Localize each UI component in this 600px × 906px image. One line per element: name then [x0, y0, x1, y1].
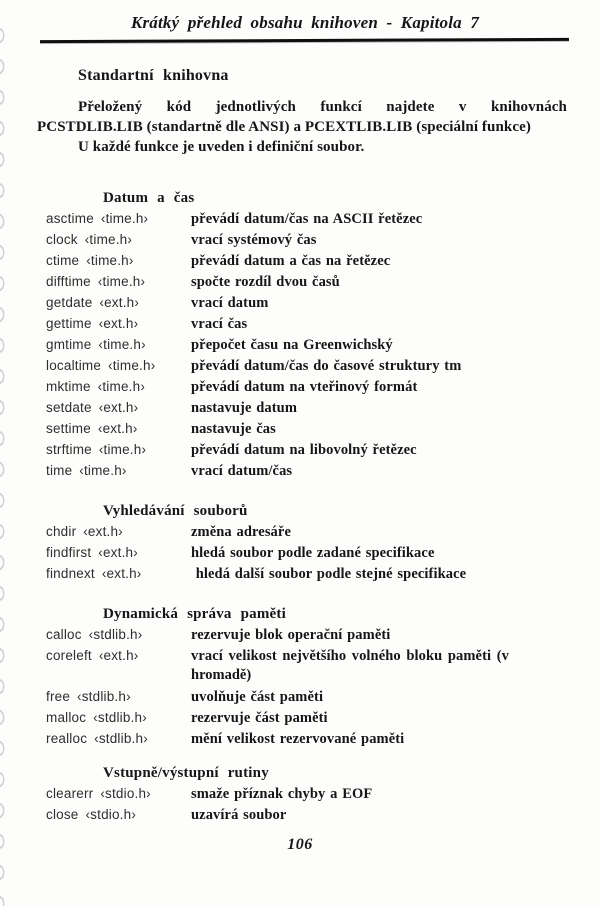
function-row: [46, 231, 567, 249]
function-description: uzavírá soubor: [191, 807, 287, 823]
function-name-column: [46, 378, 191, 396]
function-row: [46, 336, 567, 354]
function-section: [0, 502, 600, 583]
function-row: [46, 441, 567, 459]
function-name: gmtime: [46, 337, 96, 352]
function-name: findfirst: [46, 545, 96, 560]
function-name-column: [46, 315, 191, 333]
function-description: vrací velikost největšího volného bloku paměti (v: [191, 648, 509, 664]
function-row: [46, 626, 567, 644]
function-description-column: [191, 688, 567, 706]
function-description: převádí datum na vteřinový formát: [191, 379, 418, 395]
function-row: [46, 252, 567, 270]
function-name: time: [46, 463, 77, 478]
function-description-column: [191, 785, 567, 803]
function-name: gettime: [46, 316, 96, 331]
function-name-column: [46, 294, 191, 312]
function-row: [46, 273, 567, 291]
header-file: ‹ext.h›: [98, 648, 139, 663]
function-description-column: [191, 709, 567, 727]
section-heading: Dynamická správa paměti: [103, 606, 286, 622]
function-name: malloc: [46, 710, 91, 725]
function-name-column: [46, 544, 191, 562]
function-name-column: [46, 231, 191, 249]
function-row: [46, 210, 567, 228]
function-description: vrací datum/čas: [191, 463, 293, 479]
function-description: hledá soubor podle zadané specifikace: [191, 545, 435, 561]
function-description-column: [191, 378, 567, 396]
function-row: [46, 544, 567, 562]
function-row: [46, 462, 567, 480]
function-rows: [0, 523, 600, 583]
intro-paragraph: [37, 97, 567, 157]
function-name-column: [46, 688, 191, 706]
function-description: rezervuje část paměti: [191, 710, 328, 726]
function-description-column: [191, 315, 567, 333]
function-name-column: [46, 336, 191, 354]
function-description: vrací systémový čas: [191, 232, 317, 248]
header-rule: [40, 38, 569, 43]
function-row: [46, 357, 567, 375]
intro-line-3: U každé funkce je uveden i definiční soubor.: [78, 139, 365, 155]
function-sections: [0, 189, 600, 824]
function-description: převádí datum/čas na ASCII řetězec: [191, 211, 423, 227]
function-name: calloc: [46, 627, 86, 642]
function-description: změna adresáře: [191, 524, 291, 540]
function-row: [46, 688, 567, 706]
header-file: ‹ext.h›: [98, 545, 138, 560]
function-row: [46, 565, 567, 583]
function-row: [46, 523, 567, 541]
function-name: ctime: [46, 253, 84, 268]
function-name-column: [46, 357, 191, 375]
header-file: ‹time.h›: [108, 358, 156, 373]
header-file: ‹time.h›: [79, 463, 127, 478]
function-description-column: [191, 231, 567, 249]
function-name: settime: [46, 421, 95, 436]
header-file: ‹time.h›: [86, 253, 134, 268]
function-description-column: [191, 399, 567, 417]
function-name-column: [46, 210, 191, 228]
function-description-column: [191, 336, 567, 354]
function-row: [46, 378, 567, 396]
function-name-column: [46, 709, 191, 727]
header-file: ‹ext.h›: [98, 316, 139, 331]
function-name: realloc: [46, 731, 92, 746]
function-name-column: [46, 462, 191, 480]
section-heading: Vstupně/výstupní rutiny: [103, 765, 269, 781]
function-name: chdir: [46, 524, 81, 539]
function-description-column: [191, 626, 567, 644]
function-name-column: [46, 252, 191, 270]
header-file: ‹ext.h›: [83, 524, 123, 539]
function-name: coreleft: [46, 648, 96, 663]
function-row: [46, 420, 567, 438]
function-description: mění velikost rezervované paměti: [191, 731, 405, 747]
function-name: free: [46, 689, 75, 704]
section-title: Standartní knihovna: [78, 67, 229, 84]
scanned-book-page: [0, 12, 600, 906]
function-description-continued: hromadě): [191, 667, 252, 683]
function-name-column: [46, 273, 191, 291]
function-row: [46, 399, 567, 417]
function-description-column: [191, 420, 567, 438]
function-row: [46, 806, 567, 824]
function-row: [46, 730, 567, 748]
function-name-column: [46, 420, 191, 438]
function-section: [0, 764, 600, 824]
function-description: smaže příznak chyby a EOF: [191, 786, 373, 802]
header-file: ‹stdlib.h›: [94, 731, 148, 746]
header-file: ‹time.h›: [98, 442, 147, 457]
header-file: ‹time.h›: [98, 337, 146, 352]
function-description: hledá další soubor podle stejné specifikace: [191, 566, 467, 582]
header-file: ‹ext.h›: [101, 566, 142, 581]
function-name-column: [46, 626, 191, 644]
function-name: strftime: [46, 442, 96, 457]
intro-line-2: PCSTDLIB.LIB (standartně dle ANSI) a PCEXTLIB.LIB (speciální funkce): [37, 119, 531, 135]
intro-line-1: Přeložený kód jednotlivých funkcí najdete v knihovnách: [78, 99, 567, 115]
header-file: ‹stdlib.h›: [88, 627, 143, 642]
function-name: localtime: [46, 358, 106, 373]
function-name: difftime: [46, 274, 95, 289]
function-row: [46, 315, 567, 333]
header-file: ‹time.h›: [97, 379, 146, 394]
function-row: [46, 647, 567, 685]
function-description-column: [191, 357, 567, 375]
function-name: findnext: [46, 566, 99, 581]
section-heading: Datum a čas: [103, 190, 195, 206]
function-name-column: [46, 399, 191, 417]
function-rows: [0, 626, 600, 748]
header-file: ‹stdio.h›: [100, 786, 151, 801]
function-name-column: [46, 565, 191, 583]
function-description-column: [191, 544, 567, 562]
page-number: 106: [287, 836, 313, 853]
function-description-column: [191, 273, 567, 291]
function-name: asctime: [46, 211, 98, 226]
header-file: ‹ext.h›: [97, 421, 138, 436]
function-description-column: [191, 441, 567, 459]
function-name: clock: [46, 232, 82, 247]
header-file: ‹ext.h›: [99, 295, 140, 310]
function-description: vrací datum: [191, 295, 269, 311]
function-description-column: [191, 565, 567, 583]
function-section: [0, 605, 600, 748]
function-name: clearerr: [46, 786, 98, 801]
function-name: close: [46, 807, 83, 822]
function-description: vrací čas: [191, 316, 248, 332]
function-section: [0, 189, 600, 480]
function-description-column: [191, 806, 567, 824]
header-file: ‹time.h›: [97, 274, 146, 289]
function-description-column: [191, 730, 567, 748]
function-description: rezervuje blok operační paměti: [191, 627, 391, 643]
function-row: [46, 294, 567, 312]
function-name: getdate: [46, 295, 97, 310]
function-name-column: [46, 441, 191, 459]
function-description: převádí datum na libovolný řetězec: [191, 442, 417, 458]
header-file: ‹time.h›: [100, 211, 149, 226]
header-file: ‹stdlib.h›: [77, 689, 131, 704]
function-name: setdate: [46, 400, 96, 415]
function-description: nastavuje čas: [191, 421, 276, 437]
function-description: nastavuje datum: [191, 400, 298, 416]
header-file: ‹ext.h›: [98, 400, 139, 415]
function-name-column: [46, 523, 191, 541]
function-name-column: [46, 806, 191, 824]
function-description-column: [191, 252, 567, 270]
function-description: uvolňuje část paměti: [191, 689, 324, 705]
header-file: ‹time.h›: [84, 232, 133, 247]
function-name-column: [46, 647, 191, 665]
function-description: přepočet času na Greenwichský: [191, 337, 393, 353]
function-rows: [0, 785, 600, 824]
function-row: [46, 709, 567, 727]
function-name-column: [46, 785, 191, 803]
function-name-column: [46, 730, 191, 748]
header-file: ‹stdlib.h›: [93, 710, 147, 725]
header-file: ‹stdio.h›: [85, 807, 137, 822]
function-row: [46, 785, 567, 803]
scan-binding-artifacts: [0, 20, 7, 906]
function-description: převádí datum a čas na řetězec: [191, 253, 391, 269]
function-description-column: [191, 647, 567, 685]
function-description-column: [191, 523, 567, 541]
section-heading: Vyhledávání souborů: [103, 503, 248, 519]
function-rows: [0, 210, 600, 480]
function-description-column: [191, 294, 567, 312]
function-name: mktime: [46, 379, 95, 394]
function-description-column: [191, 210, 567, 228]
function-description-column: [191, 462, 567, 480]
function-description: spočte rozdíl dvou časů: [191, 274, 340, 290]
running-header-title: Krátký přehled obsahu knihoven - Kapitola 7: [130, 13, 480, 32]
function-description: převádí datum/čas do časové struktury tm: [191, 358, 462, 374]
